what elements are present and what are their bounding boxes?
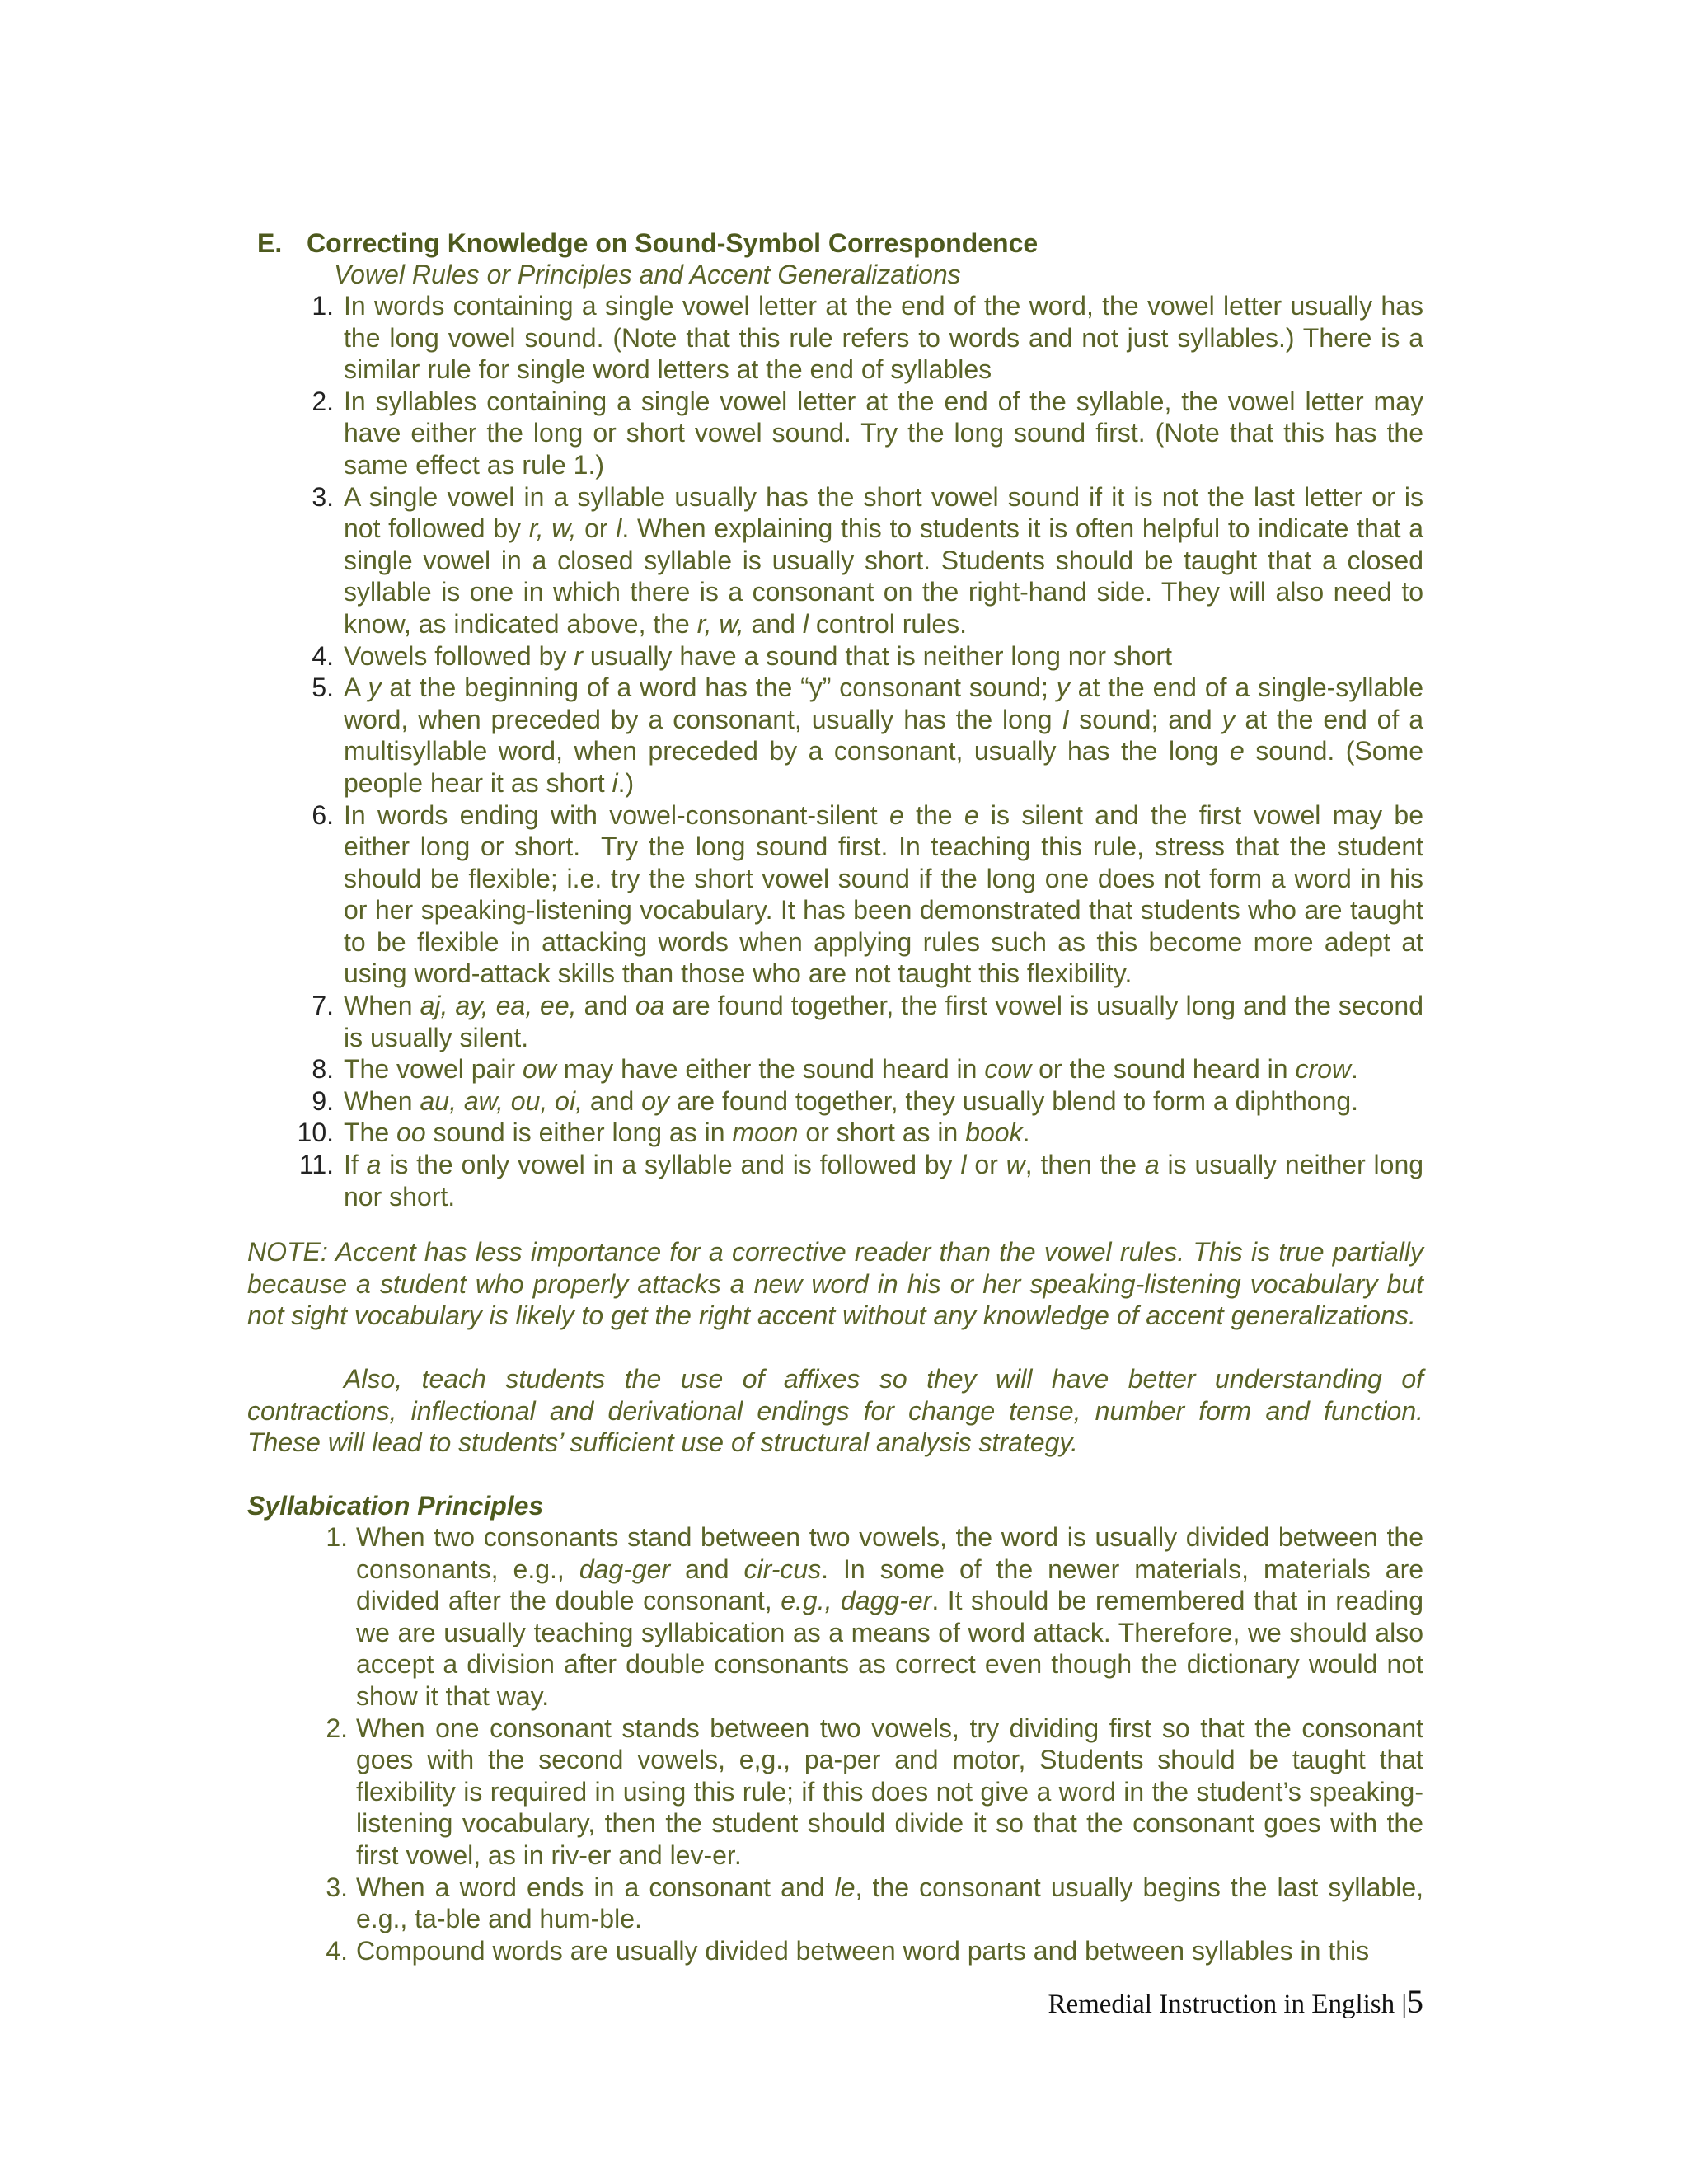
section-subtitle: Vowel Rules or Principles and Accent Generalizations: [334, 260, 961, 289]
list-item-number: 1.: [326, 1522, 348, 1552]
vowel-rule-item: [297, 1117, 1423, 1149]
list-item-text: If a is the only vowel in a syllable and is followed by l or w, then the a is usually neither long nor short.: [344, 1150, 1424, 1212]
section-letter: E.: [257, 228, 283, 258]
syllabication-item: [326, 1521, 1424, 1713]
list-item-text: When two consonants stand between two vowels, the word is usually divided between the consonants, e.g., dag-ger and cir-cus. In some of the newer materials, materials are divided after the double consonant, e.g., dagg-er. It should be remembered that in reading we are usually teaching syllabication as a means of word attack. Therefore, we should also accept a division after double consonants as correct even though the dictionary would not show it that way.: [356, 1522, 1424, 1711]
list-item-text: Compound words are usually divided between word parts and between syllables in this: [356, 1935, 1370, 1966]
syllabication-item: [326, 1872, 1424, 1935]
note-paragraph: NOTE: Accent has less importance for a corrective reader than the vowel rules. This is true partially because a student who properly attacks a new word in his or her speaking-listening vocabulary but not sight vocabulary is likely to get the right accent without any knowledge of accent generalizations.: [247, 1237, 1423, 1331]
list-item-text: When one consonant stands between two vowels, try dividing first so that the consonant goes with the second vowels, e,g., pa-per and motor, Students should be taught that flexibility is required in using this rule; if this does not give a word in the student’s speaking-listening vocabulary, then the student should divide it so that the consonant goes with the first vowel, as in riv-er and lev-er.: [356, 1713, 1423, 1870]
list-item-number: 8.: [312, 1054, 334, 1085]
list-item-number: 6.: [312, 799, 334, 830]
list-item-text: A single vowel in a syllable usually has the short vowel sound if it is not the last letter or is not followed by r, w, or l. When explaining this to students it is often helpful to indicate that a single vowel in a closed syllable is usually short. Students should be taught that a closed syllable is one in which there is a consonant on the right-hand side. They will also need to know, as indicated above, the r, w, and l control rules.: [344, 481, 1424, 639]
syllabication-item: [326, 1935, 1423, 1967]
list-item-number: 4.: [326, 1935, 348, 1966]
vowel-rule-item: [298, 1149, 1424, 1212]
vowel-rule-item: [312, 1053, 1423, 1085]
vowel-rule-item: [312, 672, 1424, 799]
page-number: 5: [1407, 1983, 1423, 2020]
vowel-rule-item: [312, 1085, 1423, 1118]
list-item-text: In words ending with vowel-consonant-silent e the e is silent and the first vowel may be either long or short. Try the long sound first. In teaching this rule, stress that the student should be flexible; i.e. try the short vowel sound if the long one does not form a word in his or her speaking-listening vocabulary. It has been demonstrated that students who are taught to be flexible in attacking words when applying rules such as this become more adept at using word-attack skills than those who are not taught this flexibility.: [344, 799, 1424, 989]
list-item-number: 9.: [312, 1085, 334, 1116]
list-item-text: Vowels followed by r usually have a sound that is neither long nor short: [344, 640, 1173, 671]
list-item-number: 10.: [297, 1118, 334, 1148]
section-title: Correcting Knowledge on Sound-Symbol Correspondence: [307, 228, 1039, 258]
syllabication-heading: Syllabication Principles: [247, 1491, 544, 1521]
list-item-number: 5.: [312, 673, 334, 703]
page-footer: [1047, 1983, 1423, 2021]
list-item-text: In syllables containing a single vowel letter at the end of the syllable, the vowel letter may have either the long or short vowel sound. Try the long sound first. (Note that this has the same effect as rule 1.): [344, 386, 1423, 480]
list-item-number: 3.: [312, 481, 334, 512]
list-item-number: 7.: [312, 991, 334, 1021]
vowel-rule-item: [312, 481, 1424, 640]
vowel-rule-item: [312, 990, 1424, 1053]
list-item-number: 1.: [312, 291, 334, 321]
syllabication-item: [326, 1713, 1423, 1872]
list-item-text: When a word ends in a consonant and le, the consonant usually begins the last syllable, e.g., ta-ble and hum-ble.: [356, 1872, 1424, 1934]
list-item-number: 2.: [312, 386, 334, 416]
list-item-text: The vowel pair ow may have either the sound heard in cow or the sound heard in crow.: [344, 1054, 1358, 1085]
list-item-text: When aj, ay, ea, ee, and oa are found together, the first vowel is usually long and the second is usually silent.: [344, 991, 1424, 1052]
syllabication-list: [326, 1521, 1424, 1966]
vowel-rules-list: [297, 290, 1424, 1212]
list-item-number: 4.: [312, 640, 334, 671]
list-item-text: A y at the beginning of a word has the “y” consonant sound; y at the end of a single-syllable word, when preceded by a consonant, usually has the long I sound; and y at the end of a multisyllable word, when preceded by a consonant, usually has the long e sound. (Some people hear it as short i.): [344, 673, 1424, 798]
list-item-number: 2.: [326, 1713, 348, 1743]
list-item-text: In words containing a single vowel letter at the end of the word, the vowel letter usually has the long vowel sound. (Note that this rule refers to words and not just syllables.) There is a similar rule for single word letters at the end of syllables: [344, 291, 1423, 385]
vowel-rule-item: [312, 386, 1423, 481]
section-heading: [257, 227, 1038, 260]
list-item-text: When au, aw, ou, oi, and oy are found together, they usually blend to form a diphthong.: [344, 1085, 1359, 1116]
list-item-number: 11.: [298, 1150, 334, 1180]
list-item-number: 3.: [326, 1872, 348, 1902]
vowel-rule-item: [312, 640, 1423, 673]
vowel-rule-item: [312, 799, 1424, 991]
footer-title: Remedial Instruction in English: [1048, 1990, 1402, 2019]
footer-separator: |: [1401, 1990, 1407, 2019]
vowel-rule-item: [312, 290, 1423, 386]
note-paragraph-affixes: Also, teach students the use of affixes so they will have better understanding of contractions, inflectional and derivational endings for change tense, number form and function. These will lead to students’ sufficient use of structural analysis strategy.: [247, 1364, 1423, 1458]
list-item-text: The oo sound is either long as in moon or short as in book.: [344, 1118, 1030, 1148]
